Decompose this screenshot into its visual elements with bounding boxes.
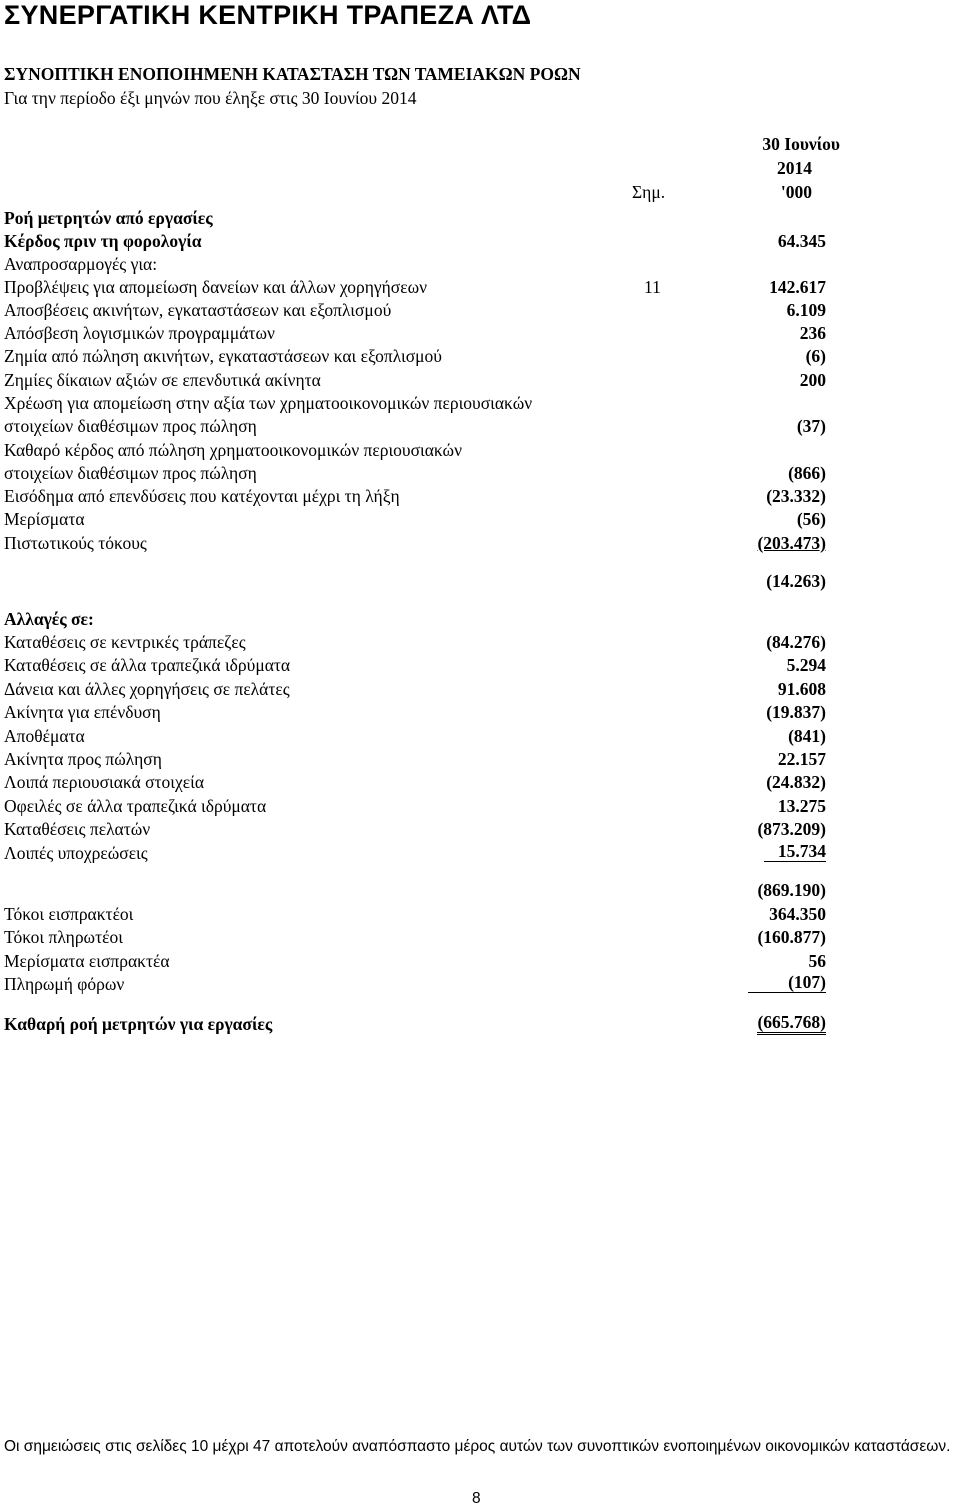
table-row bbox=[4, 414, 826, 438]
page-number: 8 bbox=[472, 1490, 481, 1507]
row-value: (160.877) bbox=[757, 927, 826, 947]
table-row bbox=[4, 507, 826, 531]
row-label: Ακίνητα για επένδυση bbox=[4, 702, 161, 722]
table-row bbox=[4, 677, 826, 701]
row-label: Καταθέσεις σε άλλα τραπεζικά ιδρύματα bbox=[4, 655, 291, 675]
subtotal-row bbox=[4, 569, 826, 593]
row-value: 13.275 bbox=[777, 796, 826, 816]
row-label: Λοιπές υποχρεώσεις bbox=[4, 843, 148, 863]
total-label: Καθαρή ροή μετρητών για εργασίες bbox=[4, 1014, 273, 1034]
row-label: Αναπροσαρμογές για: bbox=[4, 254, 158, 274]
row-label: Οφειλές σε άλλα τραπεζικά ιδρύματα bbox=[4, 796, 267, 816]
row-label: Μερίσματα bbox=[4, 509, 85, 529]
row-value: 22.157 bbox=[777, 749, 826, 769]
table-row bbox=[4, 252, 826, 276]
table-row bbox=[4, 925, 826, 949]
row-label: Χρέωση για απομείωση στην αξία των χρηματοοικονομικών περιουσιακών bbox=[4, 393, 533, 413]
table-row bbox=[4, 817, 826, 841]
row-value: 56 bbox=[808, 951, 826, 971]
row-label: Ζημίες δίκαιων αξιών σε επενδυτικά ακίνητα bbox=[4, 370, 321, 390]
table-row bbox=[4, 949, 826, 973]
row-label: Προβλέψεις για απομείωση δανείων και άλλων χορηγήσεων bbox=[4, 277, 427, 297]
row-label: στοιχείων διαθέσιμων προς πώληση bbox=[4, 463, 257, 483]
row-value: (19.837) bbox=[766, 702, 826, 722]
bank-name: ΣΥΝΕΡΓΑΤΙΚΗ ΚΕΝΤΡΙΚΗ ΤΡΑΠΕΖΑ ΛΤΔ bbox=[4, 0, 532, 30]
row-label: Καταθέσεις σε κεντρικές τράπεζες bbox=[4, 632, 246, 652]
table-row bbox=[4, 972, 826, 996]
row-value: 142.617 bbox=[769, 277, 826, 297]
table-row bbox=[4, 229, 826, 253]
row-label: Καθαρό κέρδος από πώληση χρηματοοικονομικών περιουσιακών bbox=[4, 440, 462, 460]
table-row bbox=[4, 461, 826, 485]
row-label: Λοιπά περιουσιακά στοιχεία bbox=[4, 772, 205, 792]
row-label: Πιστωτικούς τόκους bbox=[4, 533, 147, 553]
row-label: Καταθέσεις πελατών bbox=[4, 819, 151, 839]
subtotal-row bbox=[4, 878, 826, 902]
table-row bbox=[4, 484, 826, 508]
row-label: Απόσβεση λογισμικών προγραμμάτων bbox=[4, 323, 275, 343]
table-row bbox=[4, 700, 826, 724]
table-row bbox=[4, 607, 826, 631]
row-label: Ροή μετρητών από εργασίες bbox=[4, 208, 213, 228]
row-label: Αποθέματα bbox=[4, 726, 85, 746]
total-row bbox=[4, 1012, 826, 1036]
row-value: (56) bbox=[796, 509, 826, 529]
row-value: 64.345 bbox=[777, 231, 826, 251]
row-value: 91.608 bbox=[777, 679, 826, 699]
row-label: Πληρωμή φόρων bbox=[4, 974, 125, 994]
table-row bbox=[4, 531, 826, 555]
row-value: 5.294 bbox=[786, 655, 826, 675]
row-value: 15.734 bbox=[764, 841, 826, 862]
subtotal-value: (14.263) bbox=[766, 571, 826, 591]
table-row bbox=[4, 902, 826, 926]
row-value: 200 bbox=[799, 370, 826, 390]
table-row bbox=[4, 206, 826, 230]
subtotal-value: (869.190) bbox=[757, 880, 826, 900]
table-row bbox=[4, 770, 826, 794]
row-value: (24.832) bbox=[766, 772, 826, 792]
row-label: Αλλαγές σε: bbox=[4, 609, 94, 629]
row-value: (84.276) bbox=[766, 632, 826, 652]
footer-notes-text: Οι σημειώσεις στις σελίδες 10 μέχρι 47 αποτελούν αναπόσπαστο μέρος αυτών των συνοπτικών ενοποιημένων οικονομικών καταστάσεων. bbox=[4, 1438, 951, 1455]
row-value: 6.109 bbox=[786, 300, 826, 320]
table-row bbox=[4, 438, 826, 462]
table-row bbox=[4, 630, 826, 654]
row-label: Ακίνητα προς πώληση bbox=[4, 749, 162, 769]
row-label: στοιχείων διαθέσιμων προς πώληση bbox=[4, 416, 257, 436]
row-label: Εισόδημα από επενδύσεις που κατέχονται μέχρι τη λήξη bbox=[4, 486, 400, 506]
row-label: Τόκοι πληρωτέοι bbox=[4, 927, 123, 947]
total-value: (665.768) bbox=[757, 1012, 826, 1035]
row-label: Τόκοι εισπρακτέοι bbox=[4, 904, 134, 924]
row-value: (203.473) bbox=[757, 533, 826, 553]
column-date-line1: 30 Ιουνίου bbox=[762, 134, 840, 154]
table-row bbox=[4, 841, 826, 865]
column-note-label: Σημ. bbox=[632, 182, 666, 202]
row-label: Αποσβέσεις ακινήτων, εγκαταστάσεων και εξοπλισμού bbox=[4, 300, 392, 320]
table-row bbox=[4, 275, 826, 299]
row-value: 236 bbox=[799, 323, 826, 343]
table-row bbox=[4, 747, 826, 771]
table-row bbox=[4, 321, 826, 345]
statement-period: Για την περίοδο έξι μηνών που έληξε στις 30 Ιουνίου 2014 bbox=[4, 88, 417, 108]
column-date-line2: 2014 bbox=[777, 158, 812, 178]
row-value: (37) bbox=[796, 416, 826, 436]
row-value: (866) bbox=[788, 463, 826, 483]
table-row bbox=[4, 794, 826, 818]
row-label: Μερίσματα εισπρακτέα bbox=[4, 951, 170, 971]
row-value: (23.332) bbox=[766, 486, 826, 506]
table-row bbox=[4, 653, 826, 677]
statement-title: ΣΥΝΟΠΤΙΚΗ ΕΝΟΠΟΙΗΜΕΝΗ ΚΑΤΑΣΤΑΣΗ ΤΩΝ ΤΑΜΕΙΑΚΩΝ ΡΟΩΝ bbox=[4, 64, 581, 84]
row-label: Κέρδος πριν τη φορολογία bbox=[4, 231, 202, 251]
table-row bbox=[4, 298, 826, 322]
row-value: (6) bbox=[805, 346, 826, 366]
row-value: 364.350 bbox=[769, 904, 826, 924]
table-row bbox=[4, 724, 826, 748]
column-unit: '000 bbox=[780, 182, 812, 202]
row-value: (873.209) bbox=[757, 819, 826, 839]
table-row bbox=[4, 344, 826, 368]
row-label: Ζημία από πώληση ακινήτων, εγκαταστάσεων και εξοπλισμού bbox=[4, 346, 442, 366]
row-label: Δάνεια και άλλες χορηγήσεις σε πελάτες bbox=[4, 679, 290, 699]
table-row bbox=[4, 391, 826, 415]
row-note: 11 bbox=[644, 277, 661, 297]
table-row bbox=[4, 368, 826, 392]
row-value: (107) bbox=[748, 972, 826, 993]
row-value: (841) bbox=[788, 726, 826, 746]
